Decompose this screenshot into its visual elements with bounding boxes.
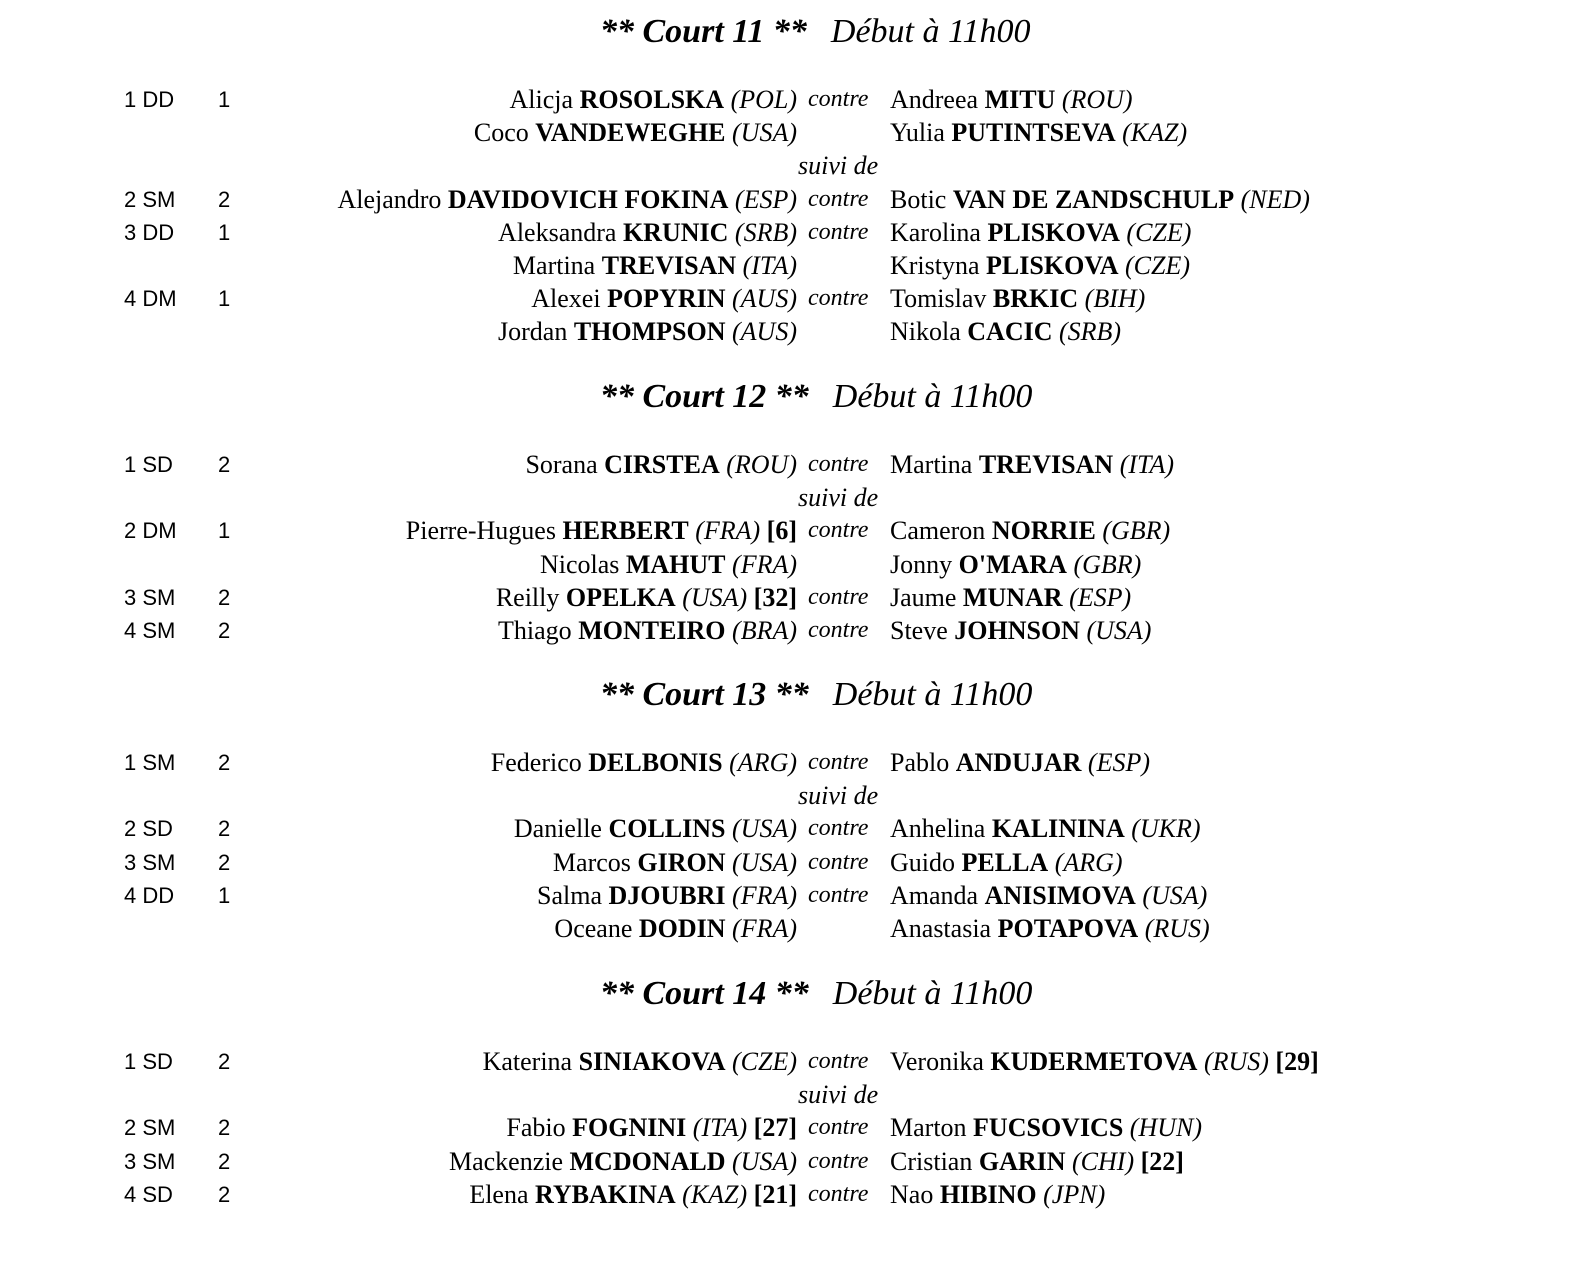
player-nationality: (USA) [732,118,797,148]
versus-label: contre [808,451,869,477]
court-start-time: Début à 11h00 [832,378,1033,415]
player-first-name: Elena [469,1179,529,1209]
player-last-name: CACIC [967,317,1053,347]
player-nationality: (JPN) [1043,1179,1106,1209]
player-left [506,1111,797,1144]
player-seed: [6] [766,516,797,546]
court-heading [600,12,1030,52]
player-left [474,116,797,149]
player-last-name: HIBINO [939,1179,1037,1209]
player-first-name: Cameron [890,516,986,546]
match-sets: 2 [218,452,231,477]
player-last-name: VAN DE ZANDSCHULP [952,184,1235,214]
player-last-name: PLISKOVA [986,251,1119,280]
player-left [554,912,797,945]
player-left [498,614,797,647]
player-first-name: Alexei [531,284,601,314]
player-left [525,448,797,481]
player-right [890,448,1174,481]
match-row [0,282,1587,315]
player-nationality: (CZE) [1126,217,1192,247]
match-sets: 1 [218,518,231,544]
player-nationality: (ARG) [1054,847,1123,877]
player-left [406,514,797,547]
court-start-time: Début à 11h00 [832,975,1033,1012]
player-last-name: VANDEWEGHE [535,118,726,148]
player-nationality: (ARG) [729,748,797,777]
player-last-name: O'MARA [958,549,1067,579]
player-first-name: Reilly [495,582,560,612]
player-first-name: Martina [890,450,973,479]
player-right [890,315,1121,348]
player-left [496,581,797,614]
match-row [0,183,1587,216]
match-row [0,1111,1587,1144]
player-nationality: (CHI) [1072,1146,1135,1176]
player-right [890,1145,1184,1178]
player-nationality: (FRA) [695,516,761,546]
player-nationality: (ESP) [1087,748,1150,777]
versus-label: contre [808,285,869,312]
player-left [449,1145,797,1178]
player-first-name: Thiago [498,616,572,645]
followed-by-row [0,1078,1587,1111]
player-first-name: Anastasia [890,914,992,943]
player-seed: [27] [753,1113,797,1143]
player-nationality: (FRA) [732,880,797,910]
player-first-name: Cristian [890,1146,973,1176]
followed-by-row [0,481,1587,514]
player-right [890,548,1141,581]
player-first-name: Salma [537,880,603,910]
player-last-name: NORRIE [991,516,1096,546]
player-seed: [29] [1275,1047,1319,1076]
player-last-name: MCDONALD [569,1146,726,1176]
player-nationality: (SRB) [1059,317,1122,347]
match-sets: 1 [218,87,231,112]
player-last-name: HERBERT [562,516,689,546]
match-row [0,1045,1587,1078]
player-nationality: (ITA) [692,1113,748,1143]
player-nationality: (RUS) [1203,1047,1269,1076]
match-order: 3 SM [124,849,176,875]
player-last-name: JOHNSON [954,616,1080,645]
versus-label: contre [808,185,869,212]
player-first-name: Marcos [552,847,631,877]
player-nationality: (CZE) [1125,251,1190,280]
versus-label: contre [808,749,869,775]
player-first-name: Martina [512,251,596,280]
match-order: 4 DM [124,286,177,312]
court-heading [600,974,1032,1014]
player-nationality: (NED) [1240,184,1310,214]
player-last-name: DELBONIS [588,748,723,777]
player-right [890,1111,1202,1144]
player-last-name: KUDERMETOVA [990,1047,1198,1076]
player-last-name: GARIN [978,1146,1066,1176]
player-nationality: (GBR) [1073,549,1142,579]
court-title: ** Court 12 ** [600,378,809,415]
player-right [890,514,1170,547]
match-partner-row [0,548,1587,581]
match-order: 2 SM [124,186,176,212]
match-row [0,812,1587,845]
match-sets: 2 [218,1115,231,1141]
match-order: 3 SM [124,1148,176,1174]
player-left [531,282,797,315]
player-seed: [22] [1140,1146,1184,1176]
player-last-name: FUCSOVICS [973,1113,1124,1143]
player-first-name: Amanda [890,880,979,910]
match-order: 4 SM [124,618,176,643]
match-row [0,514,1587,547]
match-order: 1 DD [124,87,175,112]
player-first-name: Alicja [509,85,574,114]
player-last-name: KRUNIC [622,217,729,247]
player-last-name: TREVISAN [601,251,737,280]
player-first-name: Oceane [554,914,633,943]
player-left [491,746,797,779]
player-seed: [32] [753,582,797,612]
player-right [890,1178,1105,1211]
match-order: 4 DD [124,882,175,908]
player-last-name: DODIN [638,914,726,943]
player-nationality: (AUS) [732,317,797,347]
player-last-name: BRKIC [992,284,1079,314]
court-heading [600,377,1032,417]
match-row [0,879,1587,912]
match-row [0,448,1587,481]
player-last-name: PUTINTSEVA [951,118,1116,148]
player-first-name: Katerina [482,1047,573,1076]
player-first-name: Pablo [890,748,950,777]
player-nationality: (USA) [732,847,797,877]
player-nationality: (FRA) [732,914,797,943]
match-row [0,614,1587,647]
player-nationality: (KAZ) [1122,118,1188,148]
player-first-name: Alejandro [337,184,442,214]
match-sets: 1 [218,219,231,245]
player-right [890,216,1191,249]
match-sets: 2 [218,584,231,610]
match-order: 2 DM [124,518,177,544]
player-first-name: Steve [890,616,948,645]
player-last-name: CIRSTEA [604,450,720,479]
versus-label: contre [808,1147,869,1174]
player-last-name: TREVISAN [978,450,1114,479]
followed-by-label: suivi de [798,483,879,513]
player-nationality: (BIH) [1084,284,1146,314]
player-first-name: Nao [890,1179,934,1209]
player-first-name: Veronika [890,1047,984,1076]
player-last-name: KALININA [991,814,1125,844]
player-right [890,249,1190,282]
match-order: 1 SD [124,452,173,477]
player-last-name: THOMPSON [573,317,726,347]
player-right [890,746,1150,779]
player-last-name: ANISIMOVA [984,880,1136,910]
versus-label: contre [808,815,869,842]
match-sets: 2 [218,618,231,643]
player-first-name: Aleksandra [498,217,617,247]
player-last-name: ANDUJAR [955,748,1082,777]
versus-label: contre [808,1114,869,1141]
player-last-name: PELLA [961,847,1049,877]
match-sets: 2 [218,816,231,842]
player-first-name: Kristyna [890,251,980,280]
player-nationality: (ITA) [1119,450,1175,479]
player-last-name: FOGNINI [572,1113,687,1143]
match-sets: 2 [218,186,231,212]
versus-label: contre [808,617,869,643]
match-order: 1 SD [124,1049,173,1074]
player-seed: [21] [753,1179,797,1209]
player-last-name: MUNAR [962,582,1063,612]
player-nationality: (USA) [732,814,797,844]
player-first-name: Pierre-Hugues [405,516,556,546]
versus-label: contre [808,848,869,875]
player-last-name: MAHUT [625,549,726,579]
versus-label: contre [808,1048,869,1074]
versus-label: contre [808,218,869,245]
match-order: 2 SD [124,816,173,842]
player-last-name: MITU [984,85,1056,114]
player-nationality: (AUS) [732,284,797,314]
match-sets: 2 [218,1148,231,1174]
player-right [890,1045,1319,1078]
versus-label: contre [808,517,869,544]
player-first-name: Anhelina [890,814,986,844]
player-left [537,879,797,912]
versus-label: contre [808,86,869,112]
player-right [890,282,1145,315]
player-nationality: (BRA) [732,616,797,645]
followed-by-label: suivi de [798,1080,879,1110]
player-left [510,83,797,116]
match-order: 3 DD [124,219,175,245]
player-first-name: Coco [473,118,529,148]
player-first-name: Marton [890,1113,967,1143]
match-sets: 2 [218,750,231,775]
player-last-name: MONTEIRO [578,616,726,645]
player-left [498,216,797,249]
player-nationality: (RUS) [1144,914,1210,943]
player-first-name: Sorana [525,450,598,479]
court-title: ** Court 11 ** [600,13,807,50]
player-nationality: (CZE) [732,1047,797,1076]
player-right [890,846,1123,879]
player-first-name: Nicolas [539,549,620,579]
versus-label: contre [808,1180,869,1207]
player-right [890,879,1207,912]
player-last-name: RYBAKINA [535,1179,676,1209]
player-first-name: Andreea [890,85,979,114]
player-right [890,183,1310,216]
player-last-name: SINIAKOVA [578,1047,726,1076]
player-last-name: ROSOLSKA [579,85,725,114]
match-partner-row [0,116,1587,149]
followed-by-row [0,149,1587,182]
player-first-name: Mackenzie [448,1146,564,1176]
court-heading [600,675,1032,715]
player-first-name: Tomislav [890,284,987,314]
player-first-name: Jaume [890,582,957,612]
player-first-name: Yulia [890,118,945,148]
match-row [0,746,1587,779]
player-nationality: (HUN) [1129,1113,1203,1143]
court-title: ** Court 14 ** [600,975,809,1012]
match-row [0,216,1587,249]
player-nationality: (USA) [682,582,748,612]
match-sets: 1 [218,286,231,312]
player-first-name: Nikola [890,317,961,347]
match-sets: 1 [218,882,231,908]
player-left [483,1045,797,1078]
followed-by-label: suivi de [798,781,879,811]
player-last-name: POPYRIN [607,284,726,314]
player-right [890,116,1187,149]
followed-by-label: suivi de [798,151,879,181]
player-first-name: Karolina [890,217,981,247]
player-right [890,83,1133,116]
player-first-name: Jonny [890,549,953,579]
player-last-name: OPELKA [565,582,676,612]
player-left [514,812,797,845]
player-right [890,912,1210,945]
player-nationality: (GBR) [1102,516,1171,546]
player-left [553,846,797,879]
match-order: 1 SM [124,750,176,775]
match-order: 2 SM [124,1115,176,1141]
court-start-time: Début à 11h00 [832,676,1033,713]
player-first-name: Danielle [513,814,602,844]
player-nationality: (ITA) [742,251,797,280]
player-left [513,249,797,282]
player-last-name: PLISKOVA [987,217,1120,247]
player-nationality: (KAZ) [682,1179,748,1209]
match-sets: 2 [218,1049,231,1074]
player-nationality: (USA) [1142,880,1208,910]
match-partner-row [0,315,1587,348]
player-first-name: Federico [490,748,582,777]
match-partner-row [0,249,1587,282]
player-right [890,581,1131,614]
player-left [469,1178,797,1211]
player-nationality: (USA) [732,1146,797,1176]
player-nationality: (ROU) [726,450,797,479]
player-last-name: COLLINS [608,814,726,844]
player-nationality: (ESP) [1069,582,1132,612]
match-row [0,1145,1587,1178]
match-row [0,846,1587,879]
match-order: 3 SM [124,584,176,610]
player-left [337,183,797,216]
match-sets: 2 [218,849,231,875]
player-left [540,548,797,581]
versus-label: contre [808,881,869,908]
match-partner-row [0,912,1587,945]
match-sets: 2 [218,1181,231,1207]
player-nationality: (SRB) [734,217,797,247]
player-last-name: DJOUBRI [608,880,726,910]
player-first-name: Guido [890,847,955,877]
followed-by-row [0,779,1587,812]
versus-label: contre [808,583,869,610]
player-right [890,614,1151,647]
player-first-name: Botic [890,184,947,214]
player-left [498,315,797,348]
player-first-name: Jordan [498,317,568,347]
player-nationality: (USA) [1086,616,1152,645]
player-nationality: (ROU) [1061,85,1133,114]
match-order: 4 SD [124,1181,173,1207]
player-nationality: (UKR) [1131,814,1201,844]
court-title: ** Court 13 ** [600,676,809,713]
player-nationality: (ESP) [734,184,797,214]
player-last-name: DAVIDOVICH FOKINA [447,184,729,214]
player-last-name: GIRON [637,847,726,877]
player-first-name: Fabio [506,1113,566,1143]
match-row [0,1178,1587,1211]
court-start-time: Début à 11h00 [830,13,1031,50]
match-row [0,581,1587,614]
player-nationality: (POL) [730,85,797,114]
player-right [890,812,1201,845]
player-last-name: POTAPOVA [997,914,1139,943]
match-row [0,83,1587,116]
player-nationality: (FRA) [732,549,797,579]
